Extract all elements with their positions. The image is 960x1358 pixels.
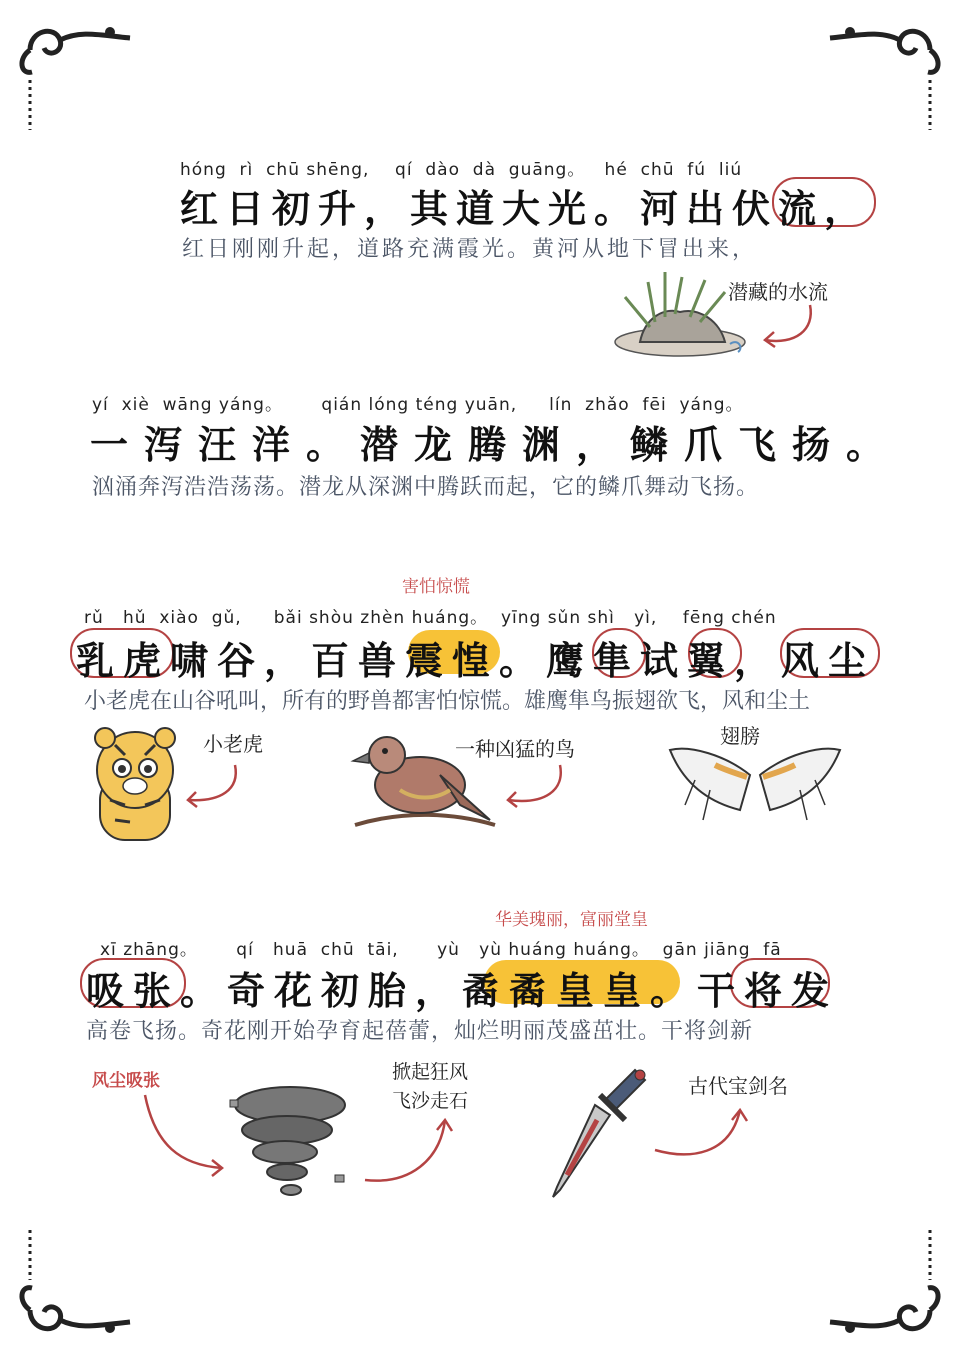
- wings-illustration: [665, 735, 845, 835]
- note-ancient-sword: 古代宝剑名: [688, 1074, 788, 1098]
- translation-line-2: 汹涌奔泻浩浩荡荡。潜龙从深渊中腾跃而起，它的鳞爪舞动飞扬。: [92, 475, 760, 500]
- pinyin-line-4: xī zhāng。 qí huā chū tāi, yù yù huáng huáng。 gān jiāng fā: [100, 940, 782, 960]
- corner-ornament-top-left: [10, 10, 150, 140]
- note-little-tiger: 小老虎: [203, 732, 263, 756]
- hanzi-line-3: 乳虎啸谷，百兽震惶。鹰隼试翼，风尘: [76, 639, 876, 683]
- corner-ornament-top-right: [810, 10, 950, 140]
- note-splendid: 华美瑰丽，富丽堂皇: [495, 910, 648, 930]
- pinyin-line-1: hóng rì chū shēng, qí dào dà guāng。 hé chū fú liú: [180, 160, 743, 180]
- note-tornado-2: 飞沙走石: [392, 1090, 469, 1112]
- note-fear: 害怕惊慌: [402, 577, 470, 597]
- note-tornado-1: 掀起狂风: [392, 1061, 469, 1083]
- note-hidden-stream: 潜藏的水流: [728, 280, 828, 304]
- hanzi-line-1: 红日初升，其道大光。河出伏流，: [180, 187, 871, 231]
- arrow-tornado: [360, 1110, 460, 1190]
- pinyin-line-3: rǔ hǔ xiào gǔ, bǎi shòu zhèn huáng。 yīng sǔn shì yì, fēng chén: [84, 608, 777, 628]
- hanzi-line-4: 吸张。奇花初胎，矞矞皇皇。干将发: [86, 969, 839, 1013]
- translation-line-3: 小老虎在山谷吼叫，所有的野兽都害怕惊慌。雄鹰隼鸟振翅欲飞，风和尘土: [84, 689, 811, 714]
- arrow-hidden-stream: [760, 300, 830, 360]
- arrow-tiger: [180, 760, 250, 820]
- sword-illustration: [545, 1065, 655, 1205]
- note-fierce-bird: 一种凶猛的鸟: [455, 737, 575, 761]
- arrow-bird: [500, 760, 580, 820]
- translation-line-1: 红日刚刚升起，道路充满霞光。黄河从地下冒出来，: [182, 237, 758, 262]
- arrow-phrase: [140, 1090, 230, 1180]
- translation-line-4: 高卷飞扬。奇花刚开始孕育起蓓蕾，灿烂明丽茂盛茁壮。干将剑新: [86, 1019, 754, 1044]
- note-wings: 翅膀: [720, 724, 760, 748]
- corner-ornament-bottom-left: [10, 1220, 150, 1350]
- hanzi-line-2: 一泻汪洋。潜龙腾渊，鳞爪飞扬。: [90, 423, 901, 467]
- corner-ornament-bottom-right: [810, 1220, 950, 1350]
- pinyin-line-2: yí xiè wāng yáng。 qián lóng téng yuān, lín zhǎo fēi yáng。: [92, 395, 744, 415]
- note-phrase-wind-dust: 风尘吸张: [92, 1071, 160, 1091]
- arrow-sword: [650, 1100, 760, 1170]
- tornado-illustration: [225, 1080, 355, 1210]
